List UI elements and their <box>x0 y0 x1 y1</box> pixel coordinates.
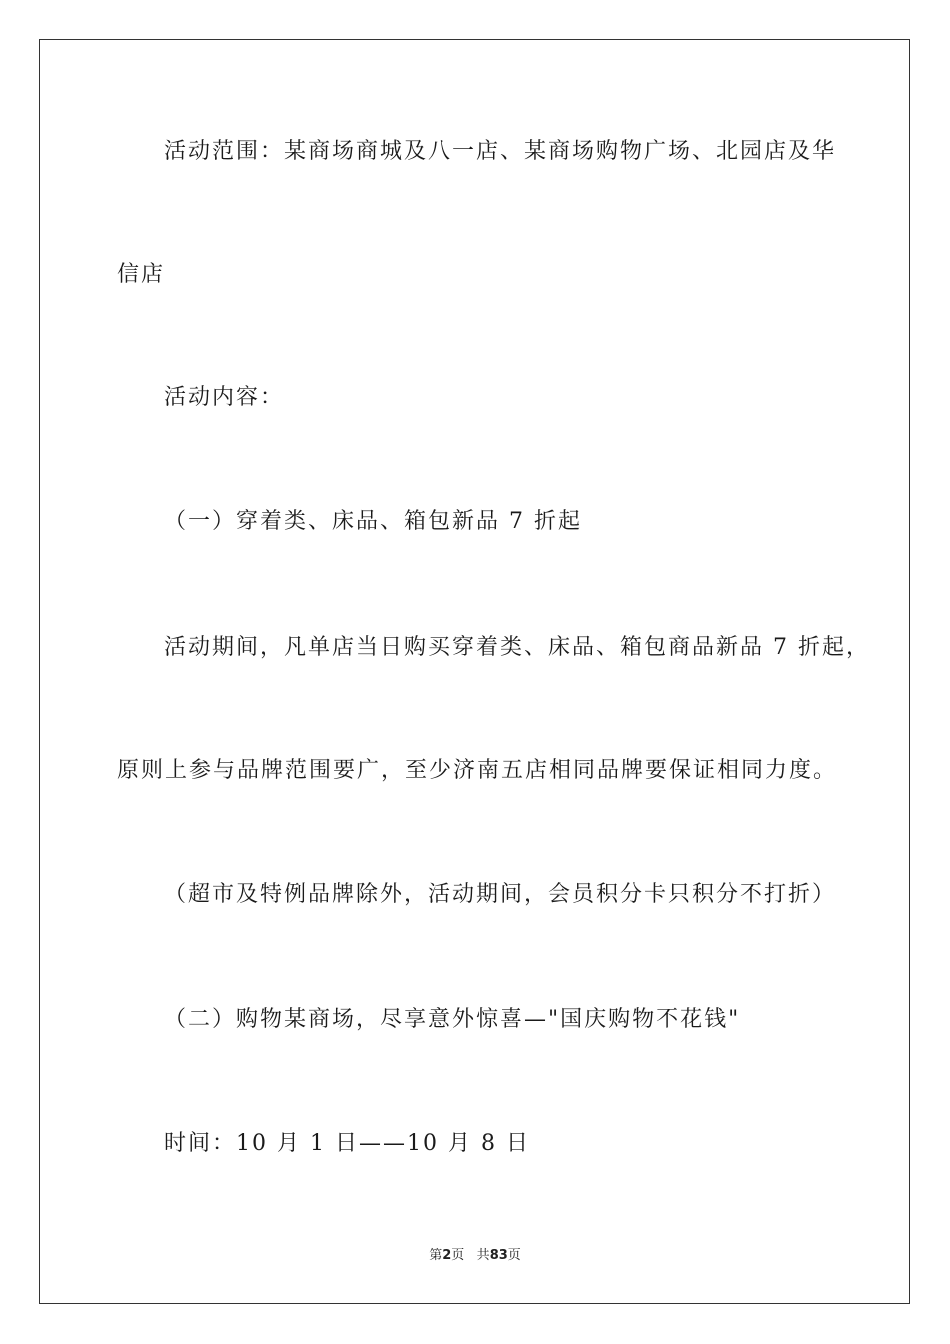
text-line-section-one-heading: （一）穿着类、床品、箱包新品 7 折起 <box>164 509 582 534</box>
text-line-time-range: 时间：10 月 1 日——10 月 8 日 <box>164 1131 530 1156</box>
footer-total-number: 83 <box>489 1248 508 1263</box>
text-line-section-two-heading: （二）购物某商场，尽享意外惊喜—"国庆购物不花钱" <box>164 1007 741 1032</box>
text-line-brand-principle: 原则上参与品牌范围要广，至少济南五店相同品牌要保证相同力度。 <box>117 758 838 783</box>
footer-page-suffix: 页 <box>451 1248 465 1263</box>
page-border <box>39 39 910 1304</box>
page-footer <box>0 1248 950 1264</box>
text-line-scope-continued: 信店 <box>117 262 166 287</box>
text-line-exclusion-note: （超市及特例品牌除外，活动期间，会员积分卡只积分不打折） <box>164 882 837 907</box>
footer-page-number: 2 <box>442 1248 452 1263</box>
footer-total-suffix: 页 <box>507 1248 521 1263</box>
footer-page-prefix: 第 <box>429 1248 443 1263</box>
text-line-activity-scope: 活动范围：某商场商城及八一店、某商场购物广场、北园店及华 <box>164 139 837 164</box>
text-line-activity-content: 活动内容： <box>164 385 285 410</box>
text-line-activity-period: 活动期间，凡单店当日购买穿着类、床品、箱包商品新品 7 折起， <box>164 635 870 660</box>
footer-total-prefix: 共 <box>476 1248 490 1263</box>
